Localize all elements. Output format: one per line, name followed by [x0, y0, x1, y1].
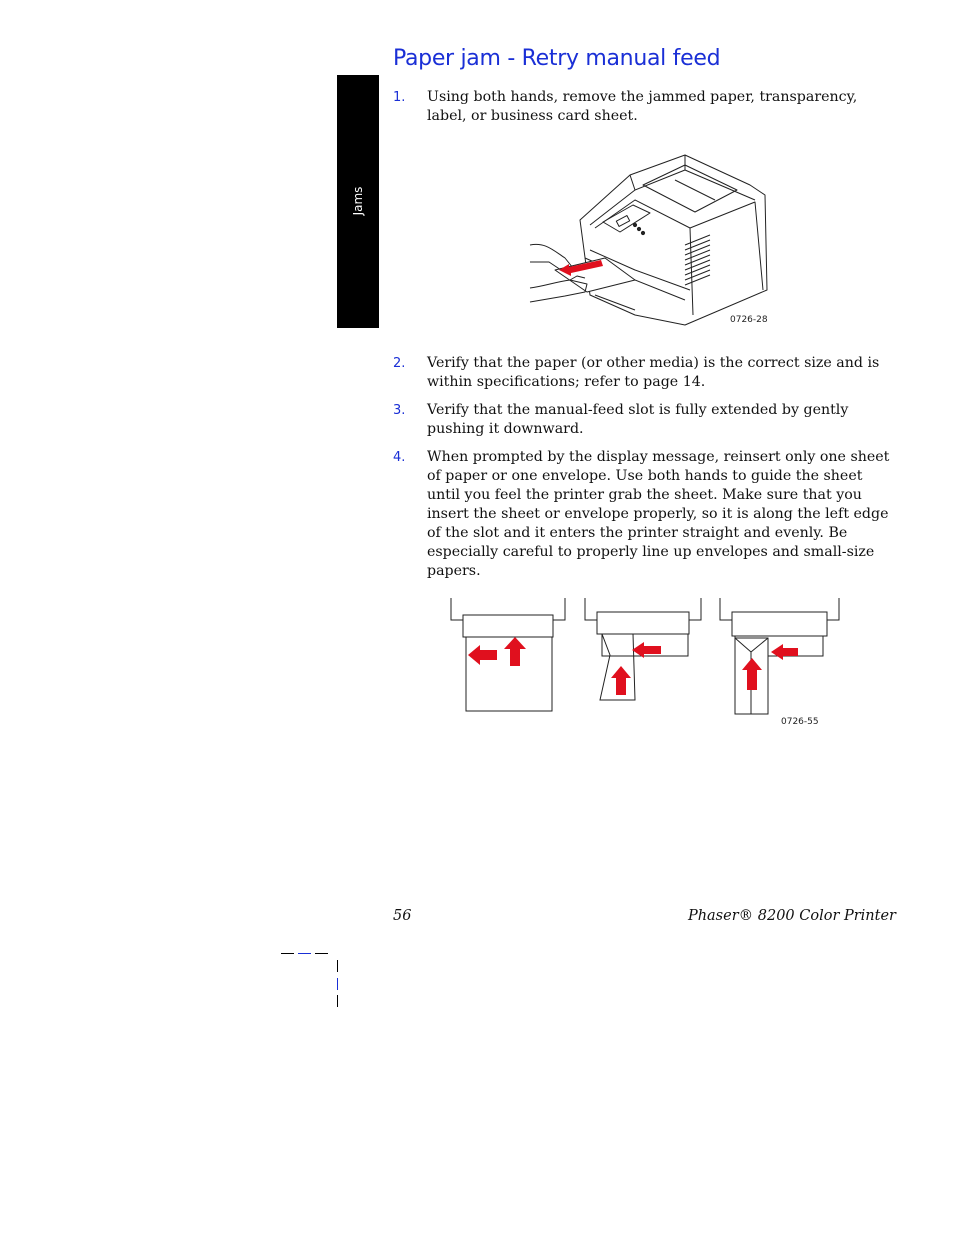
step-text: Verify that the paper (or other media) is the correct size and is within specifications; refer to page 14. [427, 355, 880, 390]
page-number: 56 [393, 908, 412, 924]
page-title: Paper jam - Retry manual feed [393, 46, 721, 71]
step-number: 1. [393, 90, 406, 105]
step-4 [393, 448, 898, 581]
printer-paper-removal-illustration [525, 150, 775, 330]
step-1 [393, 88, 898, 126]
section-side-tab [337, 75, 379, 328]
step-number: 3. [393, 403, 406, 418]
step-text: Verify that the manual-feed slot is fully extended by gently pushing it downward. [427, 402, 849, 437]
media-alignment-illustration [445, 590, 845, 730]
step-text: When prompted by the display message, reinsert only one sheet of paper or one envelope. Use both hands to guide the sheet until you feel the printer grab the sheet. Make sure that you insert the sheet or envelope properly, so it is along the left edge of the slot and it enters the printer straight and evenly. Be especially careful to properly line up envelopes and small-size papers. [427, 449, 890, 579]
media-figure-code: 0726-55 [781, 717, 819, 727]
nav-marker-dash [281, 953, 294, 954]
step-text: Using both hands, remove the jammed paper, transparency, label, or business card sheet. [427, 89, 858, 124]
step-2 [393, 354, 898, 392]
nav-marker-bar-active [337, 978, 338, 990]
nav-marker-dash-active [298, 953, 311, 954]
product-name: Phaser® 8200 Color Printer [687, 908, 896, 924]
nav-marker-dash [315, 953, 328, 954]
step-number: 2. [393, 356, 406, 371]
section-tab-label: Jams [351, 186, 365, 216]
printer-figure-code: 0726-28 [730, 315, 768, 325]
nav-marker-bar [337, 995, 338, 1007]
step-number: 4. [393, 450, 406, 465]
nav-marker-bar [337, 960, 338, 972]
step-3 [393, 401, 898, 439]
